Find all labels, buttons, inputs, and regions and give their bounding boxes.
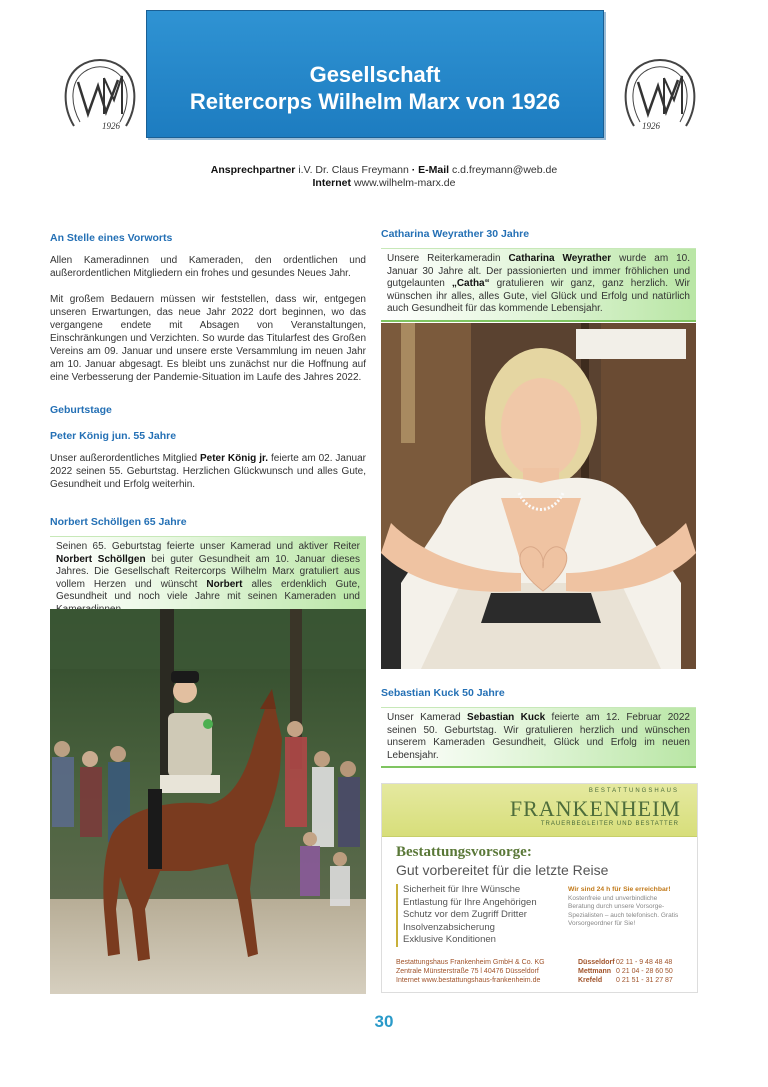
ad-bullet-list xyxy=(396,884,566,947)
contact-internet-link[interactable]: www.wilhelm-marx.de xyxy=(353,177,456,189)
ad-bullet: Exklusive Konditionen xyxy=(396,934,566,947)
catharina-text-pre: Unsere Reiterkameradin xyxy=(387,253,509,264)
ad-brand: FRANKENHEIM xyxy=(509,796,681,821)
norbert-text-post: alles erdenklich Gute, Gesundheit und noch viele Jahre mit seinen Kameraden und xyxy=(56,578,360,602)
ad-side-bold: Wir sind 24 h für Sie erreichbar! xyxy=(568,886,671,893)
ad-bullet: Entlastung für Ihre Angehörigen xyxy=(396,897,566,910)
ad-brand-small: BESTATTUNGSHAUS xyxy=(588,788,679,794)
ad-subline: Gut vorbereitet für die letzte Reise xyxy=(396,862,609,878)
ad-website[interactable]: Internet www.bestattungshaus-frankenheim.de xyxy=(396,977,541,984)
ad-footer-address xyxy=(396,958,576,985)
ad-phone-list xyxy=(578,958,690,985)
foreword-heading: An Stelle eines Vorworts xyxy=(50,232,173,244)
contact-partner-name: i.V. Dr. Claus Freymann xyxy=(298,164,409,176)
ad-phone-number: 0 21 51 - 31 27 87 xyxy=(616,977,673,984)
ad-header xyxy=(382,784,697,837)
title-line-1: Gesellschaft xyxy=(309,62,441,87)
ad-phone-city: Düsseldorf xyxy=(578,959,615,966)
ad-phone-row[interactable] xyxy=(578,958,690,967)
contact-internet-label: Internet xyxy=(312,177,352,189)
title-banner xyxy=(146,10,604,138)
ad-company: Bestattungshaus Frankenheim GmbH & Co. KG xyxy=(396,959,545,966)
ad-phone-row[interactable] xyxy=(578,967,690,976)
catharina-heading: Catharina Weyrather 30 Jahre xyxy=(381,228,530,240)
ad-phone-row[interactable] xyxy=(578,976,690,985)
ad-side-text: Kostenfreie und unverbindliche Beratung durch unsere Vorsorge-Spezialisten – auch telefonisch. Gratis Vorsorgeordner für Sie! xyxy=(568,894,679,927)
peter-name: Peter König jr. xyxy=(199,453,269,464)
peter-heading: Peter König jun. 55 Jahre xyxy=(50,430,177,442)
ad-side-note xyxy=(568,886,684,929)
contact-email-link[interactable]: c.d.freymann@web.de xyxy=(452,164,558,176)
club-logo-left xyxy=(60,56,140,132)
catharina-photo xyxy=(381,323,696,669)
birthdays-heading: Geburtstage xyxy=(50,404,112,416)
ad-address: Zentrale Münsterstraße 75 l 40476 Düsseldorf xyxy=(396,968,539,975)
ad-headline: Bestattungsvorsorge: xyxy=(396,844,532,860)
club-logo-right xyxy=(620,56,700,132)
ad-brand-sub: TRAUERBEGLEITER UND BESTATTER xyxy=(540,821,679,827)
ad-bullet: Insolvenzabsicherung xyxy=(396,922,566,935)
page-number: 30 xyxy=(374,1012,394,1031)
ad-bullet: Sicherheit für Ihre Wünsche xyxy=(396,884,566,897)
norbert-text-pre: Seinen 65. Geburtstag feierte unser Kamerad und aktiver Reiter xyxy=(56,541,360,552)
norbert-name-2: Norbert xyxy=(206,578,243,590)
contact-block: Ansprechpartner i.V. Dr. Claus Freymann · E-Mail c.d.freymann@web.de Internet www.wilhelm-marx.de xyxy=(210,164,558,189)
logo-year-left: 1926 xyxy=(102,121,120,131)
norbert-name: Norbert Schöllgen xyxy=(56,553,146,565)
catharina-greenbox xyxy=(381,248,696,322)
peter-text-post: feierte am 02. Januar 2022 seinen 55. Geburtstag. Herzlichen Glückwunsch und alles Gute, Gesundheit und Erfolg weiterhin. xyxy=(50,453,366,490)
norbert-heading: Norbert Schöllgen 65 Jahre xyxy=(50,516,187,528)
ad-phone-number: 02 11 - 9 48 48 48 xyxy=(616,959,673,966)
funeral-home-ad[interactable] xyxy=(381,783,698,993)
contact-email-label: E-Mail xyxy=(418,164,450,176)
foreword-paragraph-1: Allen Kameradinnen und Kameraden, den ordentlichen und außerordentlichen Mitgliedern ein frohes und gesundes Neues Jahr. xyxy=(50,255,366,279)
sebastian-text-pre: Unser Kamerad xyxy=(387,712,468,723)
ad-bullet: Schutz vor dem Zugriff Dritter xyxy=(396,909,566,922)
ad-phone-city: Krefeld xyxy=(578,977,603,984)
peter-paragraph xyxy=(50,452,366,491)
contact-partner-label: Ansprechpartner xyxy=(210,164,296,176)
title-line-2: Reitercorps Wilhelm Marx von 1926 xyxy=(189,89,561,114)
peter-text-pre: Unser außerordentliches Mitglied xyxy=(50,453,200,464)
sebastian-text-post: feierte am 12. Februar 2022 seinen 50. Geburtstag. Wir gratulieren herzlich und wünschen unserem Kameraden Gesundheit, Glück und Erfolg im neuen Lebensjahr. xyxy=(387,712,690,761)
sebastian-heading: Sebastian Kuck 50 Jahre xyxy=(381,687,505,699)
catharina-nickname: „Catha“ xyxy=(451,278,490,289)
catharina-name: Catharina Weyrather xyxy=(508,253,612,264)
ad-phone-city: Mettmann xyxy=(578,968,612,975)
ad-phone-number: 0 21 04 - 28 60 50 xyxy=(616,968,673,975)
sebastian-name: Sebastian Kuck xyxy=(467,712,546,723)
catharina-text-mid: wurde am 10. Januar 30 Jahre alt. Der passionierten und immer fröhlichen und gutgelaunten xyxy=(387,253,690,289)
rider-photo xyxy=(50,609,366,994)
catharina-text-post: gratulieren wir ganz, ganz herzlich. Wir wünschen ihr alles, alles Gute, viel Glück und Erfolg und natürlich auch Gesundheit für das kommende Lebensjahr. xyxy=(387,278,690,314)
logo-year-right: 1926 xyxy=(642,121,660,131)
norbert-text-mid: bei guter Gesundheit am 10. Januar dieses Jahres. Die Gesellschaft Reitercorps Wilhelm Marx gratuliert aus vollem Herzen und wünscht xyxy=(56,553,360,590)
foreword-paragraph-2: Mit großem Bedauern müssen wir feststellen, dass wir, entgegen unseren Erwartungen, das neue Jahr 2022 dort beginnen, wo das vergangene endete mit Absagen von Veranstaltungen, Einschränkungen und Verzichten. So wurde das Titularfest des Großen Vereins am 09. Januar und unsere erste Versammlung im neuen Jahr am 10. Januar abgesagt. Es bleibt uns zunächst nur die Hoffnung auf eine Verbesserung der Pandemie-Situation im Laufe des Jahres 2022. xyxy=(50,294,366,383)
sebastian-greenbox xyxy=(381,707,696,768)
